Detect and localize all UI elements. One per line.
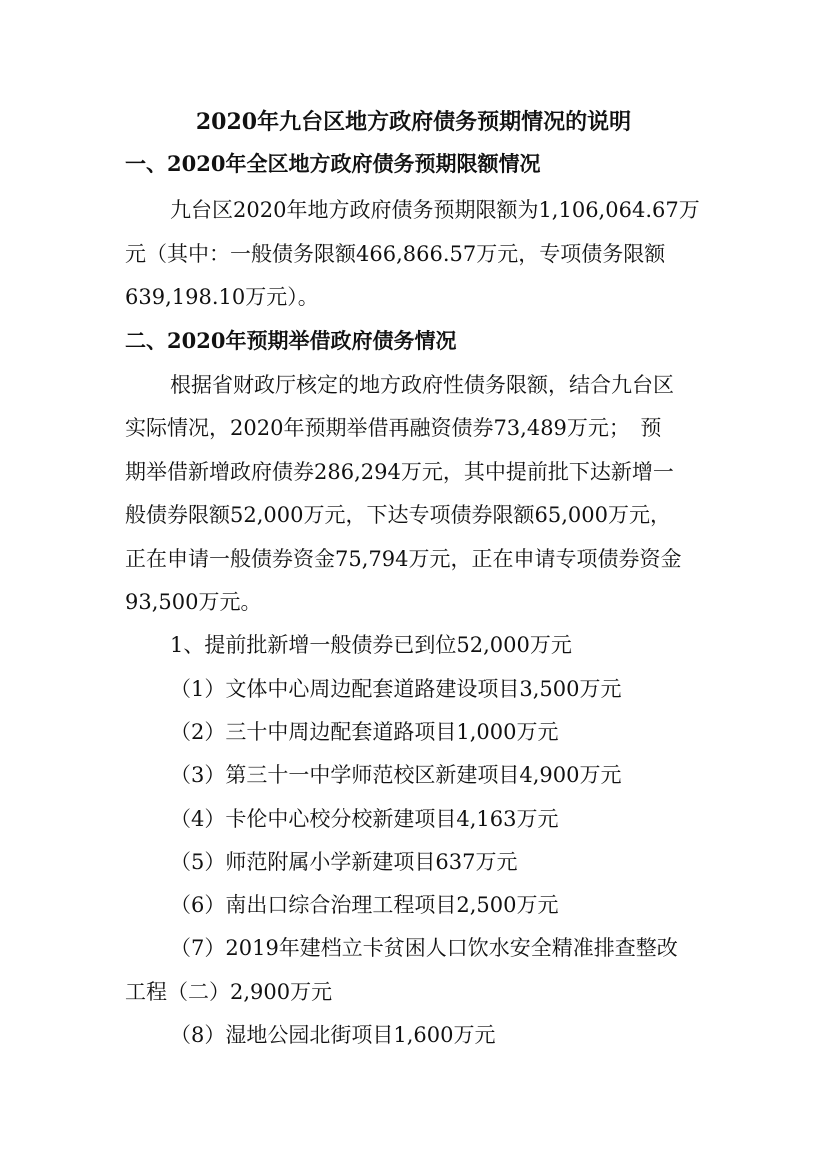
project-item: （4）卡伦中心校分校新建项目4,163万元	[170, 807, 559, 831]
section-1-paragraph-line: 639,198.10万元）。	[125, 285, 319, 309]
section-2-paragraph-line: 正在申请一般债券资金75,794万元，正在申请专项债券资金	[125, 547, 682, 571]
project-item: （6）南出口综合治理工程项目2,500万元	[170, 893, 559, 917]
section-2-paragraph-line: 期举借新增政府债券286,294万元，其中提前批下达新增一	[125, 460, 674, 484]
section-1-heading: 一、2020年全区地方政府债务预期限额情况	[125, 151, 541, 176]
project-item: （7）2019年建档立卡贫困人口饮水安全精准排查整改	[170, 936, 678, 960]
project-item: （8）湿地公园北街项目1,600万元	[170, 1023, 496, 1047]
project-item: （1）文体中心周边配套道路建设项目3,500万元	[170, 677, 622, 701]
project-item-continuation: 工程（二）2,900万元	[125, 980, 333, 1004]
section-2-paragraph-line: 根据省财政厅核定的地方政府性债务限额，结合九台区	[170, 373, 674, 397]
project-item: （3）第三十一中学师范校区新建项目4,900万元	[170, 763, 622, 787]
document-title: 2020年九台区地方政府债务预期情况的说明	[195, 109, 632, 135]
project-item: （2）三十中周边配套道路项目1,000万元	[170, 720, 559, 744]
section-2-paragraph-line: 93,500万元。	[125, 590, 262, 614]
section-2-paragraph-line: 实际情况，2020年预期举借再融资债券73,489万元； 预	[125, 416, 662, 440]
section-1-paragraph-line: 元（其中：一般债务限额466,866.57万元，专项债务限额	[125, 242, 666, 266]
project-item: （5）师范附属小学新建项目637万元	[170, 850, 518, 874]
subsection-1-heading: 1、提前批新增一般债券已到位52,000万元	[170, 633, 572, 657]
section-2-heading: 二、2020年预期举借政府债务情况	[125, 328, 457, 353]
section-1-paragraph-line: 九台区2020年地方政府债务预期限额为1,106,064.67万	[170, 198, 700, 222]
section-2-paragraph-line: 般债券限额52,000万元，下达专项债券限额65,000万元，	[125, 503, 671, 527]
